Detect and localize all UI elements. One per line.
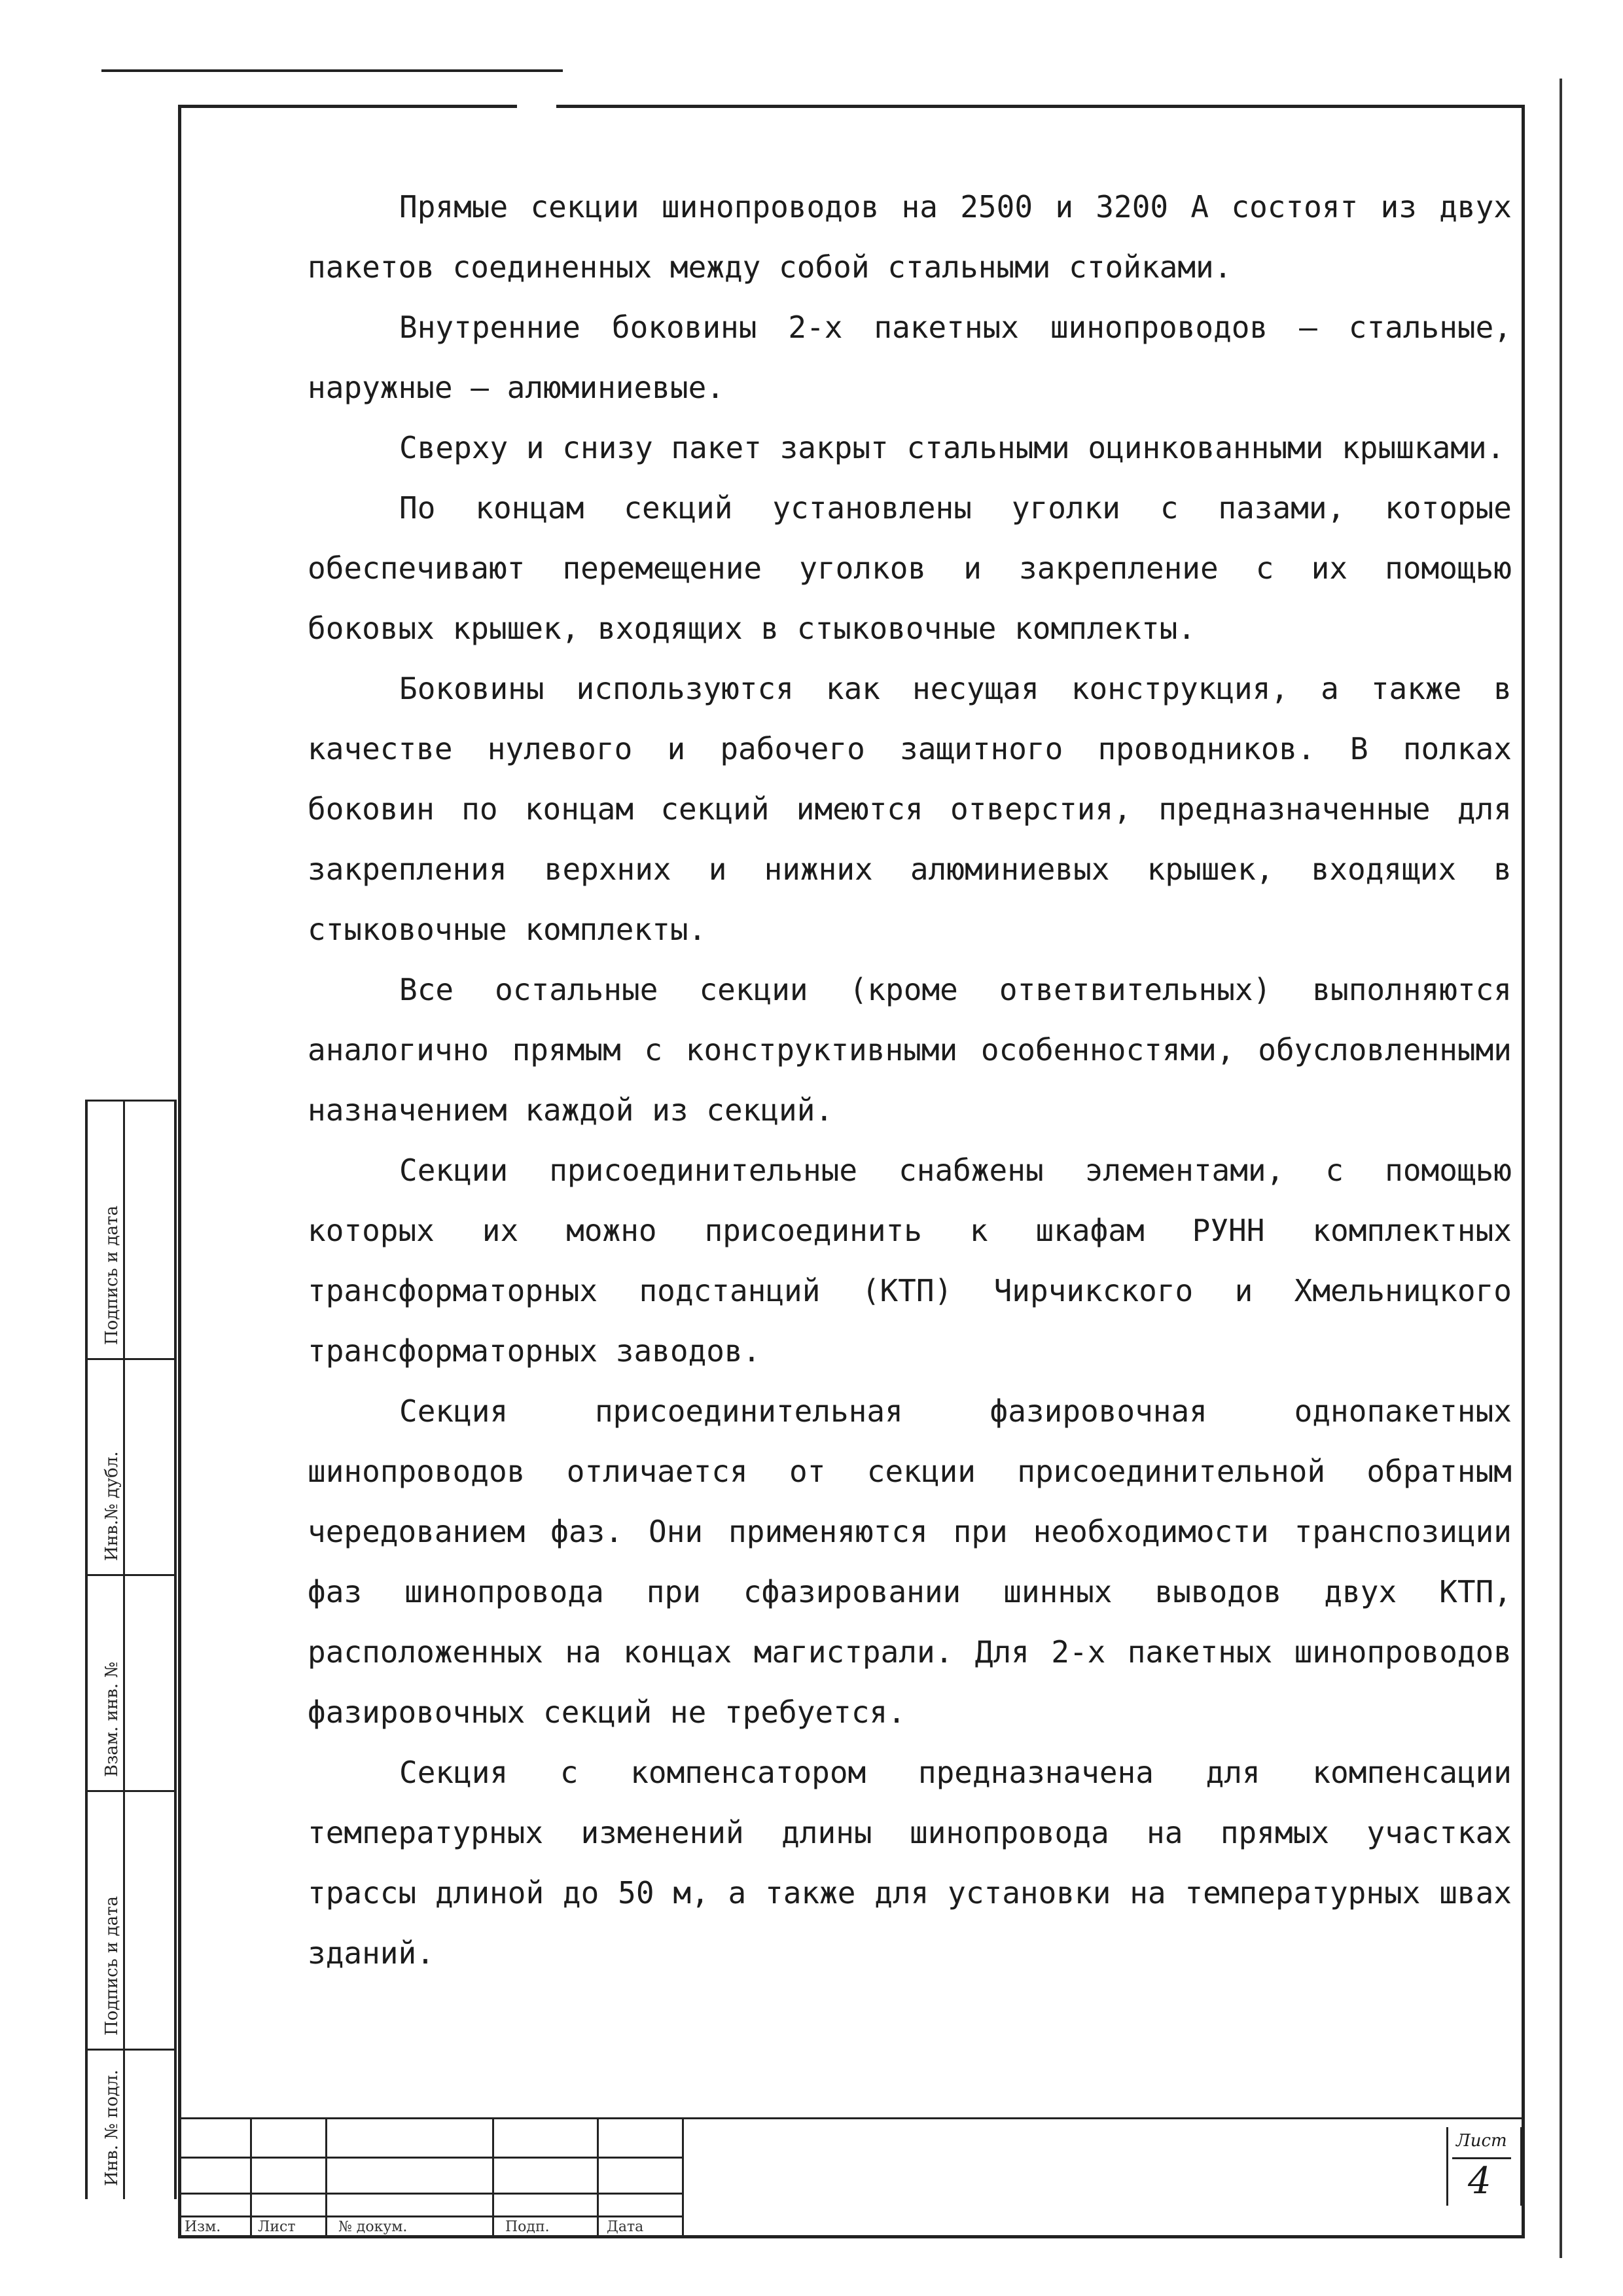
stamp-header: Изм. <box>185 2219 221 2235</box>
sidebar-label: Подпись и дата <box>102 1206 122 1345</box>
stamp-divider <box>325 2117 327 2238</box>
paragraph: Секция с компенсатором предназначена для компенсации температурных изменений длины шинопровода на прямых участках трассы длиной до 50 м, а также для установки на температурных швах зданий. <box>308 1755 1512 1971</box>
sidebar-cell-vzam-inv <box>88 1574 174 1790</box>
right-margin-line <box>1560 79 1562 2258</box>
stamp-rule <box>178 2193 682 2195</box>
sidebar-cell-signature-date-2 <box>88 1790 174 2049</box>
left-title-strip <box>85 1100 177 2199</box>
sheet-number: 4 <box>1468 2160 1491 2202</box>
sidebar-label: Подпись и дата <box>102 1896 122 2036</box>
stamp-rule <box>178 2157 682 2159</box>
paragraph: Все остальные секции (кроме ответвительных) выполняются аналогично прямым с конструктивными особенностями, обусловленными назначением каждой из секций. <box>308 972 1512 1128</box>
sidebar-divider <box>123 1102 125 1358</box>
title-block <box>178 2117 1525 2238</box>
sidebar-cell-signature-date-1 <box>88 1100 174 1358</box>
sidebar-cell-inv-podl <box>88 2049 174 2199</box>
frame-gap <box>517 98 556 114</box>
paragraph: Секции присоединительные снабжены элементами, с помощью которых их можно присоединить к шкафам РУНН комплектных трансформаторных подстанций (КТП) Чирчикского и Хмельницкого трансформаторных заводов. <box>308 1153 1512 1369</box>
stamp-divider <box>250 2117 252 2238</box>
stamp-divider <box>492 2117 494 2238</box>
top-rule <box>101 69 563 72</box>
stamp-rule <box>178 2117 1525 2119</box>
paragraph: Сверху и снизу пакет закрыт стальными оцинкованными крышками. <box>399 430 1505 465</box>
stamp-divider <box>597 2117 599 2238</box>
paragraph: По концам секций установлены уголки с пазами, которые обеспечивают перемещение уголков и закрепление с их помощью боковых крышек, входящих в стыковочные комплекты. <box>308 490 1512 646</box>
sheet-label: Лист <box>1456 2131 1507 2151</box>
sidebar-label: Взам. инв. № <box>102 1662 122 1777</box>
sidebar-divider <box>123 1792 125 2049</box>
stamp-divider <box>682 2117 684 2238</box>
stamp-rule <box>178 2215 682 2217</box>
sidebar-divider <box>123 1576 125 1790</box>
paragraph: Внутренние боковины 2-х пакетных шинопроводов – стальные, наружные – алюминиевые. <box>308 310 1512 405</box>
sidebar-label: Инв. № подл. <box>102 2070 122 2186</box>
paragraph: Боковины используются как несущая конструкция, а также в качестве нулевого и рабочего защитного проводников. В полках боковин по концам секций имеются отверстия, предназначенные для закрепления верхних и нижних алюминиевых крышек, входящих в стыковочные комплекты. <box>308 671 1512 947</box>
stamp-header: Дата <box>607 2219 644 2235</box>
paragraph: Прямые секции шинопроводов на 2500 и 3200 А состоят из двух пакетов соединенных между собой стальными стойками. <box>308 189 1512 285</box>
sidebar-cell-inv-dubl <box>88 1358 174 1574</box>
stamp-header: № докум. <box>338 2219 408 2235</box>
sidebar-divider <box>123 2051 125 2199</box>
body-text <box>308 177 1512 1983</box>
sidebar-label: Инв.№ дубл. <box>102 1451 122 1561</box>
sheet-divider <box>1452 2157 1511 2159</box>
stamp-header: Лист <box>258 2219 296 2235</box>
sheet-number-box <box>1446 2127 1522 2206</box>
paragraph: Секция присоединительная фазировочная однопакетных шинопроводов отличается от секции присоединительной обратным чередованием фаз. Они применяются при необходимости транспозиции фаз шинопровода при сфазировании шинных выводов двух КТП, расположенных на концах магистрали. Для 2-х пакетных шинопроводов фазировочных секций не требуется. <box>308 1393 1512 1730</box>
sidebar-divider <box>123 1360 125 1574</box>
stamp-header: Подп. <box>505 2219 550 2235</box>
